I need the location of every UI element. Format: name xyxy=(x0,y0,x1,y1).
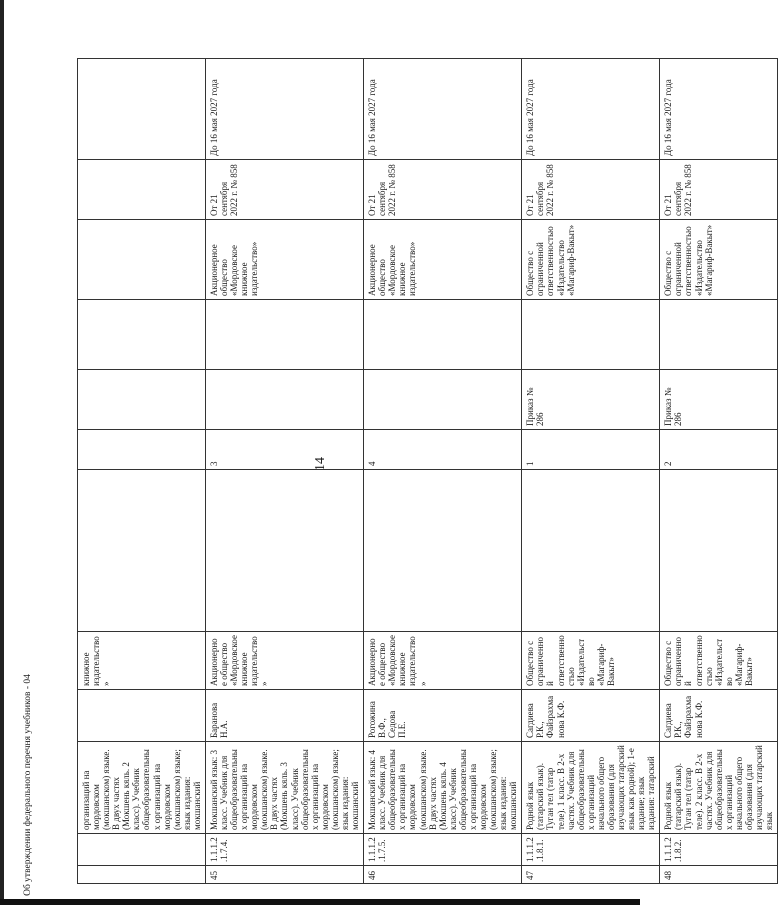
cell-empty xyxy=(660,470,778,632)
cell-publisher: книжное издательство» xyxy=(78,632,206,690)
cell-name: Родной язык (татарский язык). Туган тел (татар теле). 1 класс. В 2-х частях. Учебник для общеобразовательных организаций начального общего образования (для изучающих татарский язык как родной); 1-е издание; язык издания: татарский xyxy=(522,742,660,834)
textbook-table-frame xyxy=(77,59,775,884)
footer-note-text: Об утверждении федерального перечня учебников - 04 xyxy=(23,674,33,896)
cell-name: Мокшанский язык: 4 класс. Учебник для общеобразовательных организаций на мордовском (мокшанском) языке. В двух частях (Мокшень кяль. 4 класс). Учебник общеобразовательных организаций на мордовском (мокшанском) языке; язык издания: мокшанский xyxy=(364,742,522,834)
cell-num: 46 xyxy=(364,866,522,884)
cell-empty xyxy=(364,470,522,632)
cell-empty xyxy=(78,300,206,370)
cell-author: Баранова Н.А. xyxy=(205,690,363,742)
cell-name: организаций на мордовском (мокшанском) языке. В двух частях (Мокшень кяль. 2 класс). Учебник общеобразовательных организаций на мордовском (мокшанском) языке; язык издания: мокшанский xyxy=(78,742,206,834)
cell-name: Родной язык (татарский язык). Туган тел (татар теле). 2 класс. В 2-х частях. Учебник для общеобразовательных организаций начального общего образования (для изучающих татарский язык xyxy=(660,742,778,834)
cell-level: 4 xyxy=(364,430,522,470)
cell-level xyxy=(78,430,206,470)
cell-note xyxy=(364,370,522,430)
textbook-table-rotated xyxy=(77,59,775,884)
cell-empty xyxy=(78,470,206,632)
cell-org: Общество с ограниченной ответственностью «Издательство «Магариф-Вакыт» xyxy=(660,220,778,300)
cell-org: Общество с ограниченной ответственностью «Издательство «Магариф-Вакыт» xyxy=(522,220,660,300)
cell-date: До 16 мая 2027 года xyxy=(205,59,363,160)
cell-date: До 16 мая 2027 года xyxy=(364,59,522,160)
cell-author: Сагдиева Р.К., Файзрахманова К.Ф. xyxy=(660,690,778,742)
scan-edge xyxy=(0,0,4,905)
cell-num: 47 xyxy=(522,866,660,884)
cell-level: 3 xyxy=(205,430,363,470)
cell-date xyxy=(78,59,206,160)
table-row xyxy=(205,59,363,884)
cell-order: От 21 сентября 2022 г. № 858 xyxy=(660,160,778,220)
cell-order: От 21 сентября 2022 г. № 858 xyxy=(522,160,660,220)
cell-num: 48 xyxy=(660,866,778,884)
cell-empty xyxy=(364,300,522,370)
cell-empty xyxy=(522,470,660,632)
page-number: 14 xyxy=(313,457,328,471)
cell-order: От 21 сентября 2022 г. № 858 xyxy=(205,160,363,220)
cell-publisher: Акционерное общество «Мордовское книжное издательство» xyxy=(205,632,363,690)
cell-publisher: Общество с ограниченной ответственностью «Издательство «Магариф-Вакыт» xyxy=(660,632,778,690)
cell-num xyxy=(78,866,206,884)
table-row-continued xyxy=(78,59,206,884)
cell-empty xyxy=(205,470,363,632)
cell-note xyxy=(205,370,363,430)
cell-code: 1.1.1.2.1.8.2. xyxy=(660,834,778,866)
cell-author: Сагдиева Р.К., Файзрахманова К.Ф. xyxy=(522,690,660,742)
cell-order: От 21 сентября 2022 г. № 858 xyxy=(364,160,522,220)
table-row xyxy=(660,59,778,884)
cell-date: До 16 мая 2027 года xyxy=(522,59,660,160)
textbook-table xyxy=(77,58,778,884)
cell-org: Акционерное общество «Мордовское книжное издательство» xyxy=(364,220,522,300)
cell-empty xyxy=(205,300,363,370)
footer-note xyxy=(8,674,48,896)
cell-empty xyxy=(522,300,660,370)
cell-org: Акционерное общество «Мордовское книжное издательство» xyxy=(205,220,363,300)
cell-order xyxy=(78,160,206,220)
cell-note xyxy=(78,370,206,430)
table-row xyxy=(522,59,660,884)
cell-name: Мокшанский язык: 3 класс. Учебник для общеобразовательных организаций на мордовском (мокшанском) языке. В двух частях (Мокшень кяль. 3 класс). Учебник общеобразовательных организаций на мордовском (мокшанском) языке; язык издания: мокшанский xyxy=(205,742,363,834)
scan-edge xyxy=(0,899,640,905)
table-row xyxy=(364,59,522,884)
cell-publisher: Акционерное общество «Мордовское книжное издательство» xyxy=(364,632,522,690)
cell-author: Рогожина В.Ф., Седова П.Е. xyxy=(364,690,522,742)
cell-date: До 16 мая 2027 года xyxy=(660,59,778,160)
cell-note: Приказ № 286 xyxy=(660,370,778,430)
cell-code xyxy=(78,834,206,866)
cell-publisher: Общество с ограниченной ответственностью «Издательство «Магариф-Вакыт» xyxy=(522,632,660,690)
cell-org xyxy=(78,220,206,300)
cell-empty xyxy=(660,300,778,370)
cell-note: Приказ № 286 xyxy=(522,370,660,430)
cell-code: 1.1.1.2.1.7.4. xyxy=(205,834,363,866)
cell-level: 2 xyxy=(660,430,778,470)
cell-level: 1 xyxy=(522,430,660,470)
cell-num: 45 xyxy=(205,866,363,884)
cell-code: 1.1.1.2.1.8.1. xyxy=(522,834,660,866)
cell-code: 1.1.1.2.1.7.5. xyxy=(364,834,522,866)
cell-author xyxy=(78,690,206,742)
